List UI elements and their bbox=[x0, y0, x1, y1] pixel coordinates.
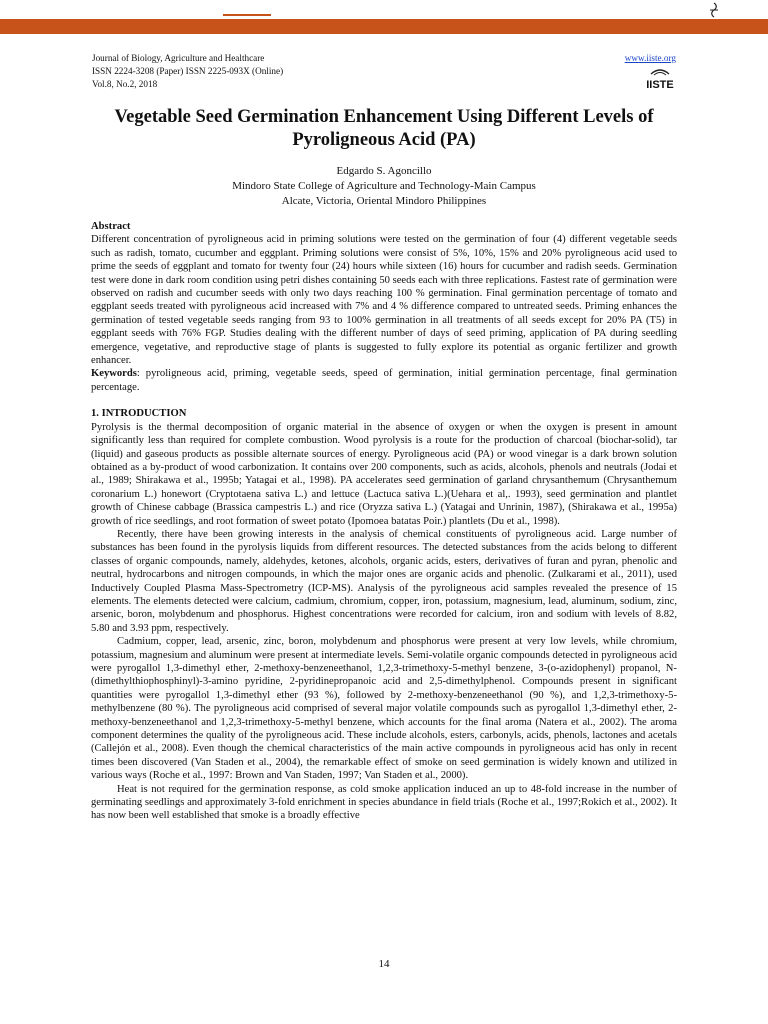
journal-website-link[interactable]: www.iiste.org bbox=[624, 53, 676, 63]
intro-paragraph-4: Heat is not required for the germination response, as cold smoke application induced an up to 48-fold increase in the number of germinating seedlings and approximately 3-fold enrichment in species abundance in field trials (Roche et al., 1997;Rokich et al., 2002). It has now been well established that smoke is a broadly effective bbox=[91, 783, 677, 822]
abstract-heading: Abstract bbox=[91, 221, 131, 232]
journal-volume: Vol.8, No.2, 2018 bbox=[92, 79, 158, 89]
ornament-icon bbox=[706, 2, 722, 18]
banner-band bbox=[0, 19, 768, 34]
keywords-text: : pyroligneous acid, priming, vegetable seeds, speed of germination, initial germination percentage, final germination percentage. bbox=[91, 368, 677, 393]
journal-issn: ISSN 2224-3208 (Paper) ISSN 2225-093X (Online) bbox=[92, 66, 284, 76]
top-banner bbox=[0, 0, 768, 34]
author-address: Alcate, Victoria, Oriental Mindoro Philippines bbox=[281, 195, 487, 207]
author-affiliation: Mindoro State College of Agriculture and Technology-Main Campus bbox=[232, 180, 536, 192]
banner-accent-line bbox=[223, 14, 271, 16]
paper-title: Vegetable Seed Germination Enhancement Using Different Levels of Pyroligneous Acid (PA) bbox=[114, 107, 654, 150]
author-block bbox=[80, 164, 688, 209]
keywords-line bbox=[91, 367, 677, 394]
iiste-logo bbox=[645, 66, 675, 90]
abstract-text: Different concentration of pyroligneous acid in priming solutions were tested on the germination of four (4) different vegetable seeds such as radish, tomato, cucumber and eggplant. Priming solutions were consist of 5%, 10%, 15% and 20% pyroligneous acid used to prime the seeds of eggplant and tomato for twenty four (24) hours while sixteen (16) hours for cucumber and radish seeds. Germination test were done in dark room condition using petri dishes containing 50 seeds each with three replications. Fastest rate of germination were observed on radish and cucumber seeds with only two days reaching 100 % germination. Final germination percentage of tomato and eggplant seeds treated with pyroligneous acid increased with 7% and 4 % difference compared to untreated seeds. Priming enhances the germination of tested vegetable seeds ranging from 93 to 100% germination in all treatments of all seeds except for 20% PA (T5) in eggplant seeds with 76% FGP. Studies dealing with the different number of days of seed priming, application of PA during seedling emergence, vegetative, and reproductive stage of plants is suggested to fully explore its potential as organic fertilizer and growth enhancer. bbox=[91, 234, 677, 367]
section-heading-introduction: 1. INTRODUCTION bbox=[91, 408, 187, 420]
keywords-label: Keywords bbox=[91, 368, 137, 380]
author-name: Edgardo S. Agoncillo bbox=[336, 165, 432, 177]
page-number: 14 bbox=[378, 958, 390, 970]
svg-text:IISTE: IISTE bbox=[646, 79, 674, 90]
journal-header bbox=[92, 52, 676, 91]
intro-paragraph-1: Pyrolysis is the thermal decomposition of organic material in the absence of oxygen or when the oxygen is present in amount significantly less than required for complete combustion. Wood pyrolysis is a route for the production of charcoal (biochar-solid), tar (liquid) and gaseous products as possible alternate sources of energy. Pyroligneous acid (PA) or wood vinegar is a dark brown solution obtained as a by-product of wood carbonization. It contains over 200 components, such as acids, alcohols, phenols and neutrals (Jodai et al., 1989; Shirakawa et al., 1995b; Yatagai et al., 1998). PA accelerates seed germination of garland chrysanthemum (Chrysanthemum coronarium L.) honewort (Cryptotaena sativa L.) and lettuce (Lactuca sativa L.)(Uehara et al,. 1993), seed germination and plantlet growth of Chinese cabbage (Brassica campestris L.) and rice (Oryzza sativa L.) (Yatagai and Unrinin, 1987), (Shirakawa et al., 1995a) growth of rice seedlings, and root formation of sweet potato (Ipomoea batatas Poir.) plantlets (Du et al., 1998). bbox=[91, 421, 677, 527]
intro-paragraph-2: Recently, there have been growing interests in the analysis of chemical constituents of pyroligneous acid. Large number of substances has been found in the pyrolysis liquids from different resources. The detected substances from the acids belong to different classes of organic compounds, namely, aldehydes, ketones, alcohols, organic acids, esters, derivatives of furan and pyran, phenolic and neutral, hydrocarbons and nitrogen compounds, in which the major ones are organic acids and phenolic. (Zulkarami et al., 2011), used Inductively Coupled Plasma Mass-Spectrometry (ICP-MS). Analysis of the pyroligneous acid samples revealed the presence of 15 elements. The elements detected were calcium, cadmium, chromium, copper, iron, potassium, magnesium, lead, aluminum, sodium, zinc, arsenic, boron, molybdenum and phosphorus. Highest concentrations were recorded for calcium, iron and sodium with levels of 8.82, 5.80 and 3.93 ppm, respectively. bbox=[91, 528, 677, 634]
journal-name: Journal of Biology, Agriculture and Healthcare bbox=[92, 53, 265, 63]
intro-paragraph-3: Cadmium, copper, lead, arsenic, zinc, boron, molybdenum and phosphorus were present at very low levels, while chromium, potassium, magnesium and aluminum were present at intermediate levels. Semi-volatile organic compounds detected in pyroligneous acid were pyrogallol 1,3-dimethyl ether, 2-methoxy-benzeneethanol, 1,2,3-trimethoxy-5-methyl benzene, 3-(o-azidophenyl) propanol, N-(dimethylthiophosphinyl)-3-amino pyridine, 2-pyridinepropanoic acid and 2,5-dimethylphenol. Compounds present in significant quantities were pyrogallol 1,3-dimethyl ether (93 %), followed by 2-methoxy-benzeneethanol (90 %), and 1,2,3-trimethoxy-5-methylbenzene (80 %). The pyroligneous acid comprised of several major volatile compounds such as pyrogallol 1,3-dimethyl ether, 2-methoxy-benzeneethanol and 1,2,3-trimethoxy-5-methyl benzene, which accounts for the final aroma (Natera et al., 2002). The aroma component determines the quality of the pyroligneous acid. These include alcohols, esters, carbonyls, acids, phenols, lactones and acetals (Callejón et al., 2008). Even though the chemical characteristics of the main active compounds in pyroligneous acid has only in recent times been discovered (Van Staden et al., 2004), the remarkable effect of smoke on seed germination is widely known and utilized in various ways (Roche et al., 1997: Brown and Van Staden, 1997; Van Staden et al., 2000). bbox=[91, 636, 677, 782]
paper-body bbox=[91, 220, 677, 823]
